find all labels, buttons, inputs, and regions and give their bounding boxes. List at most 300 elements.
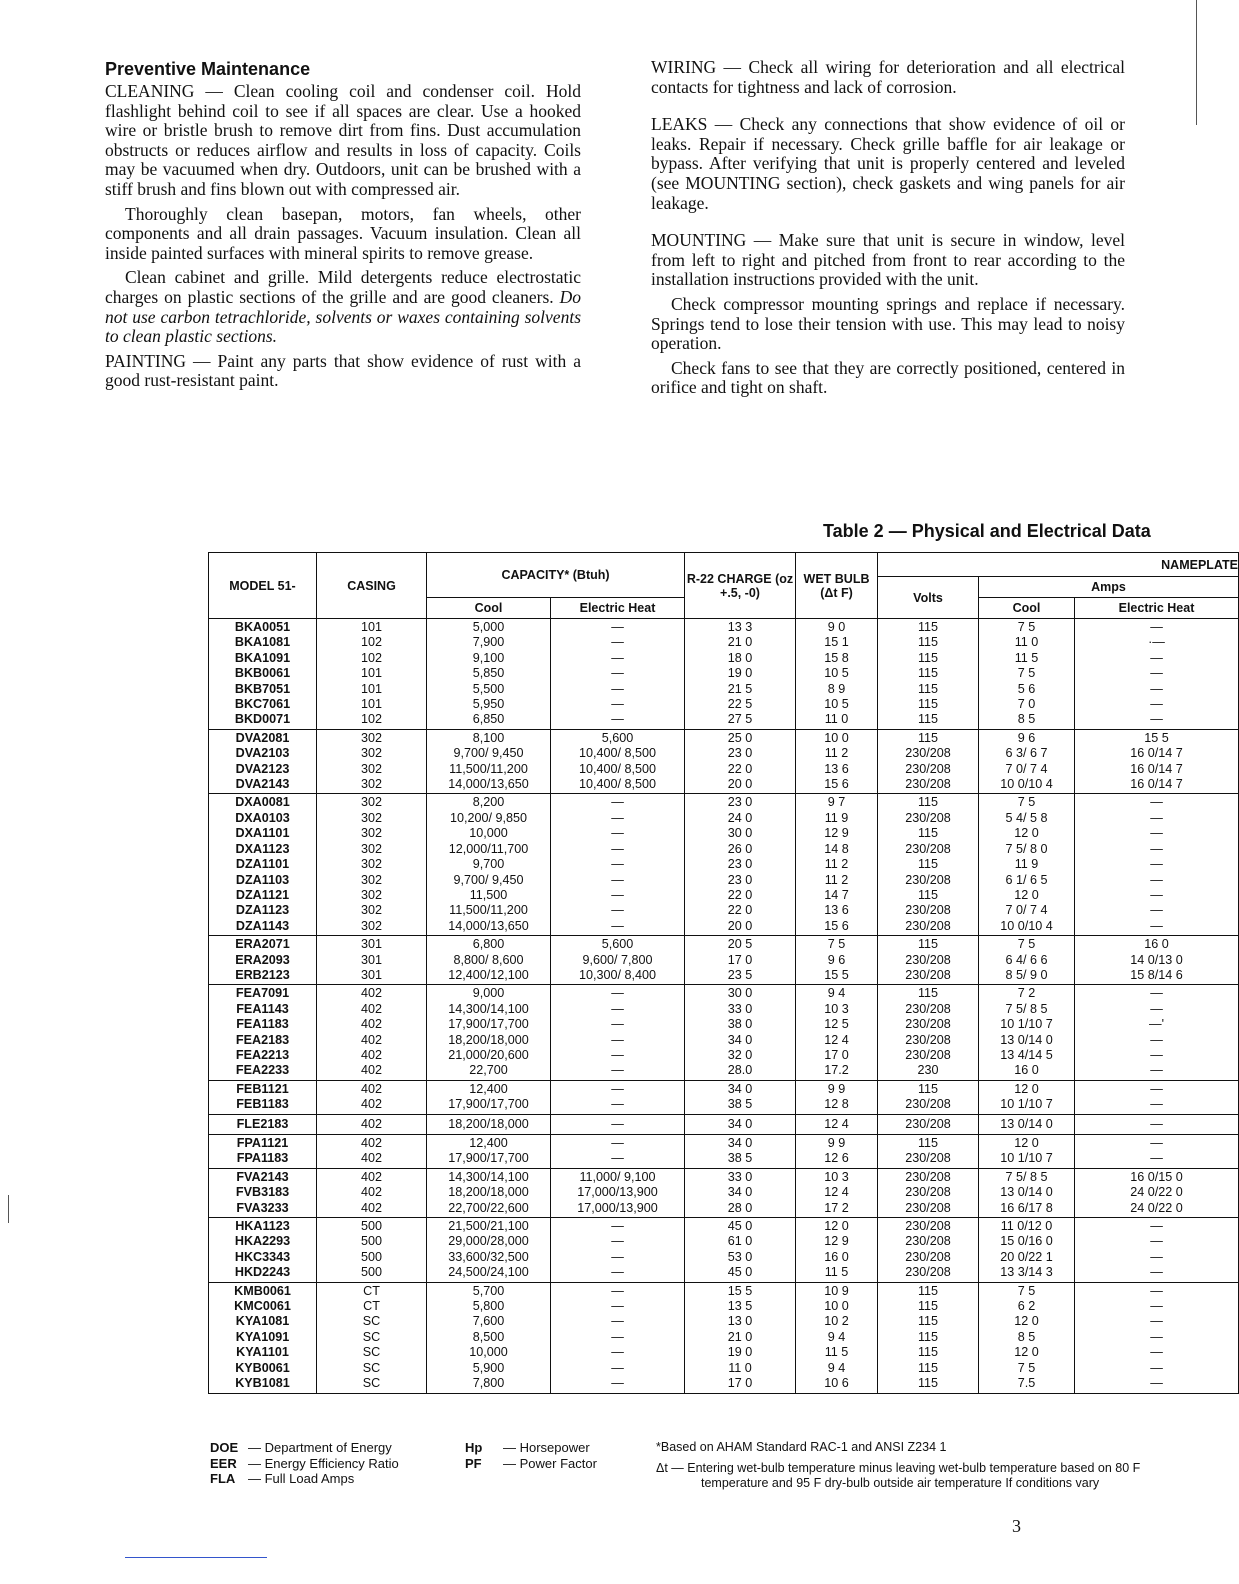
cell-amps-cool: 7 5/ 8 5	[979, 1002, 1075, 1017]
cell-wet-bulb: 9 4	[796, 985, 878, 1002]
cell-amps-heat: —	[1075, 1314, 1239, 1329]
cell-amps-cool: 13 3/14 3	[979, 1265, 1075, 1282]
cell-amps-cool: 7 0	[979, 697, 1075, 712]
cell-model: KYB0061	[209, 1361, 317, 1376]
table-row	[209, 1048, 1239, 1063]
cell-charge: 22 0	[685, 888, 796, 903]
table-row	[209, 1345, 1239, 1360]
cell-capacity-cool: 5,900	[427, 1361, 551, 1376]
cell-volts: 115	[878, 1361, 979, 1376]
scan-edge-mark	[8, 1195, 9, 1223]
cell-casing: 301	[317, 953, 427, 968]
cell-charge: 22 0	[685, 903, 796, 918]
cell-capacity-cool: 9,700	[427, 857, 551, 872]
cell-wet-bulb: 10 5	[796, 666, 878, 681]
header-electric-heat: Electric Heat	[551, 598, 685, 619]
cell-capacity-cool: 9,100	[427, 651, 551, 666]
cell-casing: 402	[317, 1033, 427, 1048]
cell-volts: 115	[878, 619, 979, 636]
cell-volts: 230/208	[878, 1168, 979, 1185]
header-capacity: CAPACITY* (Btuh)	[427, 553, 685, 598]
table-row	[209, 1314, 1239, 1329]
cabinet-paragraph	[105, 268, 581, 346]
cell-charge: 33 0	[685, 1002, 796, 1017]
table-row	[209, 936, 1239, 953]
cell-volts: 115	[878, 888, 979, 903]
cell-charge: 34 0	[685, 1080, 796, 1097]
table-row	[209, 635, 1239, 650]
cell-capacity-heat: 10,400/ 8,500	[551, 746, 685, 761]
table-row	[209, 794, 1239, 811]
cell-amps-cool: 6 4/ 6 6	[979, 953, 1075, 968]
cell-charge: 33 0	[685, 1168, 796, 1185]
cell-amps-cool: 10 1/10 7	[979, 1151, 1075, 1168]
cell-amps-cool: 7 5	[979, 1282, 1075, 1299]
cell-capacity-cool: 9,700/ 9,450	[427, 873, 551, 888]
cell-model: HKD2243	[209, 1265, 317, 1282]
cell-model: FVB3183	[209, 1185, 317, 1200]
cell-charge: 28 0	[685, 1201, 796, 1218]
cell-amps-cool: 16 0	[979, 1063, 1075, 1080]
cell-wet-bulb: 12 6	[796, 1151, 878, 1168]
table-row	[209, 1201, 1239, 1218]
cell-charge: 30 0	[685, 826, 796, 841]
cell-casing: 302	[317, 842, 427, 857]
cell-model: HKC3343	[209, 1250, 317, 1265]
painting-paragraph: PAINTING — Paint any parts that show evidence of rust with a good rust-resistant paint.	[105, 350, 581, 391]
cell-wet-bulb: 10 0	[796, 1299, 878, 1314]
table-row	[209, 1330, 1239, 1345]
cell-casing: 301	[317, 936, 427, 953]
legend-abbr: Hp	[465, 1440, 483, 1455]
cell-wet-bulb: 11 0	[796, 712, 878, 729]
cell-amps-heat: —	[1075, 697, 1239, 712]
cell-wet-bulb: 15 8	[796, 651, 878, 666]
table-row	[209, 1250, 1239, 1265]
header-model: MODEL 51-	[209, 553, 317, 619]
cell-amps-cool: 10 1/10 7	[979, 1017, 1075, 1032]
cell-model: FLE2183	[209, 1114, 317, 1134]
fans-paragraph: Check fans to see that they are correctly positioned, centered in orifice and tight on shaft.	[651, 357, 1125, 398]
cell-wet-bulb: 11 2	[796, 857, 878, 872]
table-row	[209, 1114, 1239, 1134]
cell-amps-heat: —	[1075, 666, 1239, 681]
cell-amps-cool: 10 0/10 4	[979, 777, 1075, 794]
cell-amps-heat: —	[1075, 1063, 1239, 1080]
footer-rule	[125, 1557, 267, 1558]
cell-capacity-heat: —	[551, 651, 685, 666]
cell-capacity-heat: —	[551, 666, 685, 681]
cell-charge: 30 0	[685, 985, 796, 1002]
cell-amps-heat: —	[1075, 1033, 1239, 1048]
cell-charge: 26 0	[685, 842, 796, 857]
table-row	[209, 1017, 1239, 1032]
cell-wet-bulb: 17 0	[796, 1048, 878, 1063]
cell-model: ERA2071	[209, 936, 317, 953]
cell-capacity-cool: 6,850	[427, 712, 551, 729]
cell-capacity-cool: 11,500	[427, 888, 551, 903]
cell-capacity-cool: 11,500/11,200	[427, 903, 551, 918]
table-row	[209, 903, 1239, 918]
data-table-wrap	[208, 552, 1238, 1394]
cell-model: DVA2143	[209, 777, 317, 794]
table-row	[209, 1361, 1239, 1376]
cell-amps-heat: —	[1075, 651, 1239, 666]
cell-charge: 45 0	[685, 1218, 796, 1235]
cell-casing: 402	[317, 1151, 427, 1168]
cell-amps-cool: 7 0/ 7 4	[979, 762, 1075, 777]
cell-capacity-cool: 10,000	[427, 1345, 551, 1360]
header-volts: Volts	[878, 577, 979, 619]
cell-capacity-cool: 12,400	[427, 1135, 551, 1152]
cell-amps-heat: 14 0/13 0	[1075, 953, 1239, 968]
cell-charge: 34 0	[685, 1185, 796, 1200]
cell-capacity-heat: —	[551, 1376, 685, 1393]
cell-model: DXA1123	[209, 842, 317, 857]
cell-volts: 115	[878, 682, 979, 697]
table-row	[209, 1033, 1239, 1048]
cell-capacity-cool: 22,700	[427, 1063, 551, 1080]
cell-volts: 115	[878, 697, 979, 712]
cell-amps-heat: —	[1075, 888, 1239, 903]
cell-charge: 24 0	[685, 811, 796, 826]
cell-capacity-cool: 21,000/20,600	[427, 1048, 551, 1063]
cell-capacity-heat: —	[551, 1314, 685, 1329]
cell-capacity-heat: —	[551, 842, 685, 857]
cell-amps-cool: 8 5/ 9 0	[979, 968, 1075, 985]
cell-model: ERB2123	[209, 968, 317, 985]
cell-capacity-cool: 10,000	[427, 826, 551, 841]
cell-wet-bulb: 11 9	[796, 811, 878, 826]
cell-wet-bulb: 12 0	[796, 1218, 878, 1235]
cell-model: FPA1183	[209, 1151, 317, 1168]
cell-charge: 15 5	[685, 1282, 796, 1299]
table-row	[209, 697, 1239, 712]
right-column	[651, 58, 1125, 403]
cell-charge: 27 5	[685, 712, 796, 729]
cell-volts: 230/208	[878, 1033, 979, 1048]
table-row	[209, 968, 1239, 985]
cell-wet-bulb: 10 5	[796, 697, 878, 712]
cell-amps-cool: 12 0	[979, 826, 1075, 841]
cell-charge: 34 0	[685, 1135, 796, 1152]
footnote-aham: *Based on AHAM Standard RAC-1 and ANSI Z234 1	[656, 1440, 947, 1454]
cell-casing: SC	[317, 1345, 427, 1360]
cell-wet-bulb: 11 5	[796, 1265, 878, 1282]
cell-volts: 230/208	[878, 1151, 979, 1168]
cell-casing: 402	[317, 1097, 427, 1114]
cell-amps-heat: —	[1075, 619, 1239, 636]
cell-wet-bulb: 12 5	[796, 1017, 878, 1032]
cell-casing: 101	[317, 682, 427, 697]
cell-capacity-cool: 14,000/13,650	[427, 919, 551, 936]
cell-amps-cool: 6 3/ 6 7	[979, 746, 1075, 761]
cell-wet-bulb: 9 9	[796, 1135, 878, 1152]
cell-wet-bulb: 10 3	[796, 1002, 878, 1017]
cell-capacity-heat: 5,600	[551, 729, 685, 746]
cell-wet-bulb: 10 6	[796, 1376, 878, 1393]
cell-wet-bulb: 11 5	[796, 1345, 878, 1360]
cell-amps-heat: 16 0/15 0	[1075, 1168, 1239, 1185]
cell-casing: 302	[317, 857, 427, 872]
cell-casing: 302	[317, 729, 427, 746]
leaks-paragraph: LEAKS — Check any connections that show evidence of oil or leaks. Repair if necessary. Check grille baffle for air leakage or bypass. After verifying that unit is properly centered and leveled (see MOUNTING section), check gaskets and wing panels for air leakage.	[651, 114, 1125, 213]
cell-capacity-heat: 17,000/13,900	[551, 1185, 685, 1200]
cell-capacity-heat: —	[551, 635, 685, 650]
cell-casing: 102	[317, 635, 427, 650]
cell-capacity-cool: 5,700	[427, 1282, 551, 1299]
cell-model: FEA2213	[209, 1048, 317, 1063]
cell-wet-bulb: 15 6	[796, 919, 878, 936]
cell-capacity-cool: 17,900/17,700	[427, 1151, 551, 1168]
cell-capacity-heat: —	[551, 1282, 685, 1299]
legend-text: — Power Factor	[503, 1455, 597, 1471]
cell-wet-bulb: 9 0	[796, 619, 878, 636]
cell-amps-cool: 13 0/14 0	[979, 1033, 1075, 1048]
legend-text: — Energy Efficiency Ratio	[248, 1455, 399, 1471]
cell-charge: 21 0	[685, 635, 796, 650]
cell-amps-cool: 7 5	[979, 666, 1075, 681]
cell-volts: 115	[878, 1330, 979, 1345]
cell-capacity-cool: 10,200/ 9,850	[427, 811, 551, 826]
cell-wet-bulb: 17.2	[796, 1063, 878, 1080]
cell-model: BKD0071	[209, 712, 317, 729]
cell-casing: 402	[317, 1168, 427, 1185]
cell-model: FEA1183	[209, 1017, 317, 1032]
cell-wet-bulb: 7 5	[796, 936, 878, 953]
cell-capacity-cool: 18,200/18,000	[427, 1033, 551, 1048]
cell-charge: 38 5	[685, 1151, 796, 1168]
cell-casing: 101	[317, 666, 427, 681]
footnote-delta-1: Δt — Entering wet-bulb temperature minus leaving wet-bulb temperature based on 80 F	[656, 1461, 1141, 1475]
cell-amps-heat: —	[1075, 1151, 1239, 1168]
cell-charge: 53 0	[685, 1250, 796, 1265]
cell-model: DXA0081	[209, 794, 317, 811]
table-row	[209, 729, 1239, 746]
cell-capacity-heat: —	[551, 903, 685, 918]
cell-model: FEA2233	[209, 1063, 317, 1080]
cell-capacity-cool: 6,800	[427, 936, 551, 953]
cell-capacity-heat: —	[551, 1080, 685, 1097]
cell-amps-heat: —	[1075, 1265, 1239, 1282]
cell-capacity-heat: —	[551, 712, 685, 729]
table-row	[209, 666, 1239, 681]
cell-charge: 22 5	[685, 697, 796, 712]
cell-amps-heat: —	[1075, 794, 1239, 811]
cell-charge: 17 0	[685, 953, 796, 968]
cell-volts: 230/208	[878, 919, 979, 936]
cell-capacity-heat: —	[551, 1218, 685, 1235]
left-column	[105, 58, 581, 396]
cell-capacity-cool: 5,500	[427, 682, 551, 697]
legend-abbr: EER	[210, 1455, 237, 1471]
cell-capacity-cool: 8,100	[427, 729, 551, 746]
cell-wet-bulb: 9 7	[796, 794, 878, 811]
cell-amps-cool: 7 5	[979, 794, 1075, 811]
cell-capacity-cool: 14,300/14,100	[427, 1168, 551, 1185]
cleaning-paragraph: CLEANING — Clean cooling coil and condenser coil. Hold flashlight behind coil to see if all spaces are clear. Use a hooked wire or bristle brush to remove dirt from fins. Dust accumulation obstructs or reduces airflow and results in loss of capacity. Coils may be vacuumed when dry. Outdoors, unit can be brushed with a stiff brush and fins blown out with compressed air.	[105, 81, 581, 199]
cell-capacity-cool: 8,200	[427, 794, 551, 811]
cell-wet-bulb: 9 4	[796, 1361, 878, 1376]
cell-model: FVA2143	[209, 1168, 317, 1185]
cell-capacity-heat: —	[551, 1361, 685, 1376]
cell-capacity-cool: 33,600/32,500	[427, 1250, 551, 1265]
cell-amps-cool: 20 0/22 1	[979, 1250, 1075, 1265]
cell-casing: 302	[317, 746, 427, 761]
cell-casing: SC	[317, 1330, 427, 1345]
cell-capacity-heat: —	[551, 794, 685, 811]
cell-amps-cool: 12 0	[979, 888, 1075, 903]
cell-amps-cool: 7 5	[979, 1361, 1075, 1376]
cell-amps-cool: 12 0	[979, 1135, 1075, 1152]
cell-volts: 115	[878, 985, 979, 1002]
cell-capacity-heat: 5,600	[551, 936, 685, 953]
cell-casing: 302	[317, 888, 427, 903]
cell-volts: 230/208	[878, 746, 979, 761]
cell-volts: 115	[878, 936, 979, 953]
cell-charge: 23 0	[685, 794, 796, 811]
cell-amps-cool: 7 5/ 8 0	[979, 842, 1075, 857]
springs-paragraph: Check compressor mounting springs and replace if necessary. Springs tend to lose their tension with use. This may lead to noisy operation.	[651, 293, 1125, 354]
cell-volts: 115	[878, 1282, 979, 1299]
cell-wet-bulb: 12 4	[796, 1114, 878, 1134]
cell-charge: 13 3	[685, 619, 796, 636]
cell-model: KYA1091	[209, 1330, 317, 1345]
cell-model: FEB1121	[209, 1080, 317, 1097]
cell-charge: 34 0	[685, 1033, 796, 1048]
cell-volts: 230/208	[878, 873, 979, 888]
cell-capacity-heat: —	[551, 682, 685, 697]
cell-casing: 301	[317, 968, 427, 985]
cell-wet-bulb: 9 6	[796, 953, 878, 968]
cell-amps-cool: 6 1/ 6 5	[979, 873, 1075, 888]
cell-casing: 402	[317, 1135, 427, 1152]
header-charge: R-22 CHARGE (oz +.5, -0)	[685, 553, 796, 619]
cell-casing: 302	[317, 919, 427, 936]
cell-amps-heat: —	[1075, 919, 1239, 936]
cell-model: DZA1101	[209, 857, 317, 872]
table-row	[209, 857, 1239, 872]
cell-charge: 25 0	[685, 729, 796, 746]
cell-capacity-cool: 11,500/11,200	[427, 762, 551, 777]
cell-capacity-heat: —	[551, 1017, 685, 1032]
cell-volts: 115	[878, 1314, 979, 1329]
cell-casing: 302	[317, 873, 427, 888]
cell-amps-cool: 7 0/ 7 4	[979, 903, 1075, 918]
page-number: 3	[1012, 1516, 1021, 1536]
cell-volts: 230/208	[878, 953, 979, 968]
cell-model: DZA1143	[209, 919, 317, 936]
cell-amps-cool: 16 6/17 8	[979, 1201, 1075, 1218]
cell-volts: 230/208	[878, 1002, 979, 1017]
cell-casing: 500	[317, 1234, 427, 1249]
cell-amps-heat: —	[1075, 1097, 1239, 1114]
cell-volts: 115	[878, 712, 979, 729]
cell-amps-heat: —	[1075, 903, 1239, 918]
cell-model: BKC7061	[209, 697, 317, 712]
header-cool: Cool	[427, 598, 551, 619]
cell-wet-bulb: 11 2	[796, 873, 878, 888]
cell-wet-bulb: 10 0	[796, 729, 878, 746]
cell-capacity-heat: —	[551, 1330, 685, 1345]
cell-capacity-heat: —	[551, 919, 685, 936]
table-row	[209, 1282, 1239, 1299]
cell-casing: 302	[317, 777, 427, 794]
cell-volts: 230	[878, 1063, 979, 1080]
cell-amps-heat: —	[1075, 1376, 1239, 1393]
cell-amps-cool: 13 0/14 0	[979, 1114, 1075, 1134]
cell-model: DVA2103	[209, 746, 317, 761]
cell-capacity-cool: 22,700/22,600	[427, 1201, 551, 1218]
table-row	[209, 762, 1239, 777]
cell-capacity-heat: —	[551, 1033, 685, 1048]
cell-amps-heat: —	[1075, 1135, 1239, 1152]
cell-capacity-cool: 21,500/21,100	[427, 1218, 551, 1235]
cell-amps-heat: —	[1075, 857, 1239, 872]
cell-capacity-heat: —	[551, 1265, 685, 1282]
table-row	[209, 985, 1239, 1002]
table-row	[209, 1299, 1239, 1314]
cell-capacity-cool: 12,000/11,700	[427, 842, 551, 857]
table-row	[209, 1002, 1239, 1017]
cell-amps-cool: 12 0	[979, 1080, 1075, 1097]
cell-volts: 230/208	[878, 1201, 979, 1218]
cell-amps-cool: 7 5/ 8 5	[979, 1168, 1075, 1185]
cell-capacity-heat: —	[551, 1097, 685, 1114]
cell-capacity-cool: 7,900	[427, 635, 551, 650]
cell-charge: 18 0	[685, 651, 796, 666]
cell-casing: 402	[317, 1002, 427, 1017]
table-row	[209, 1151, 1239, 1168]
cell-amps-cool: 11 0/12 0	[979, 1218, 1075, 1235]
cell-wet-bulb: 15 5	[796, 968, 878, 985]
cell-casing: 302	[317, 811, 427, 826]
cell-volts: 230/208	[878, 1218, 979, 1235]
cell-casing: CT	[317, 1299, 427, 1314]
cell-amps-cool: 12 0	[979, 1314, 1075, 1329]
cell-wet-bulb: 14 8	[796, 842, 878, 857]
cell-capacity-cool: 18,200/18,000	[427, 1185, 551, 1200]
cell-capacity-heat: 9,600/ 7,800	[551, 953, 685, 968]
cell-amps-heat: —	[1075, 826, 1239, 841]
cell-charge: 45 0	[685, 1265, 796, 1282]
cell-capacity-cool: 8,800/ 8,600	[427, 953, 551, 968]
table-row	[209, 1234, 1239, 1249]
cell-model: KYB1081	[209, 1376, 317, 1393]
header-nameplate: NAMEPLATE	[878, 553, 1239, 577]
cell-volts: 115	[878, 1080, 979, 1097]
cell-capacity-cool: 7,800	[427, 1376, 551, 1393]
table-row	[209, 842, 1239, 857]
cabinet-warning: Do not use carbon tetrachloride, solvents or waxes containing solvents to clean plastic sections.	[105, 286, 582, 347]
cell-amps-cool: 12 0	[979, 1345, 1075, 1360]
scan-edge-line	[1196, 0, 1197, 125]
cell-capacity-heat: —	[551, 1299, 685, 1314]
cell-amps-cool: 11 9	[979, 857, 1075, 872]
cell-capacity-heat: 11,000/ 9,100	[551, 1168, 685, 1185]
cell-volts: 115	[878, 651, 979, 666]
cell-amps-heat: —	[1075, 811, 1239, 826]
cell-capacity-cool: 8,500	[427, 1330, 551, 1345]
cell-model: FEA2183	[209, 1033, 317, 1048]
cell-model: KMB0061	[209, 1282, 317, 1299]
physical-electrical-table	[208, 552, 1239, 1394]
legend-middle	[465, 1440, 597, 1471]
cell-model: DVA2123	[209, 762, 317, 777]
cell-amps-heat: —	[1075, 1330, 1239, 1345]
cell-amps-heat: —	[1075, 1234, 1239, 1249]
cell-amps-heat: 16 0/14 7	[1075, 746, 1239, 761]
